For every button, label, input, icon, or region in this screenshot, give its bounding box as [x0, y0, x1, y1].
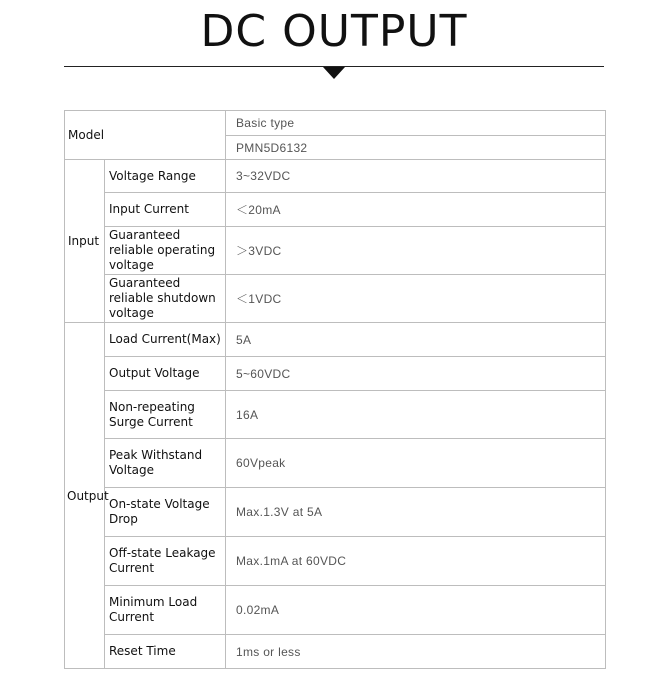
param-value: Max.1.3V at 5A: [226, 488, 606, 537]
table-row: [65, 323, 606, 357]
table-row: [65, 586, 606, 635]
param-value: 16A: [226, 391, 606, 439]
param-label: Off-state Leakage Current: [105, 537, 226, 586]
table-row: [65, 635, 606, 669]
table-row: [65, 275, 606, 323]
param-label: Voltage Range: [105, 160, 226, 193]
table-row: [65, 357, 606, 391]
table-row: [65, 391, 606, 439]
param-value: Max.1mA at 60VDC: [226, 537, 606, 586]
triangle-down-icon: [323, 67, 345, 79]
param-label: Load Current(Max): [105, 323, 226, 357]
table-row: [65, 193, 606, 227]
param-label: Reset Time: [105, 635, 226, 669]
model-part-number-value: PMN5D6132: [226, 136, 606, 160]
page-title: DC OUTPUT: [200, 6, 468, 57]
table-row: [65, 111, 606, 136]
param-value: 3~32VDC: [226, 160, 606, 193]
model-type-value: Basic type: [226, 111, 606, 136]
param-label: Non-repeating Surge Current: [105, 391, 226, 439]
param-value: 60Vpeak: [226, 439, 606, 488]
param-value: 5~60VDC: [226, 357, 606, 391]
param-label: Guaranteed reliable shutdown voltage: [105, 275, 226, 323]
table-row: [65, 227, 606, 275]
table-row: [65, 537, 606, 586]
param-label: Peak Withstand Voltage: [105, 439, 226, 488]
table-row: [65, 488, 606, 537]
input-group-label: Input: [65, 160, 105, 323]
model-label: Model: [65, 111, 226, 160]
param-label: Guaranteed reliable operating voltage: [105, 227, 226, 275]
table-row: [65, 160, 606, 193]
param-value: 0.02mA: [226, 586, 606, 635]
table-row: [65, 439, 606, 488]
output-group-label: Output: [65, 323, 105, 669]
param-value: ＜1VDC: [226, 275, 606, 323]
spec-table: [64, 110, 606, 669]
param-label: Input Current: [105, 193, 226, 227]
param-label: Output Voltage: [105, 357, 226, 391]
param-value: 5A: [226, 323, 606, 357]
param-value: ＜20mA: [226, 193, 606, 227]
param-value: 1ms or less: [226, 635, 606, 669]
param-label: On-state Voltage Drop: [105, 488, 226, 537]
param-value: ＞3VDC: [226, 227, 606, 275]
param-label: Minimum Load Current: [105, 586, 226, 635]
